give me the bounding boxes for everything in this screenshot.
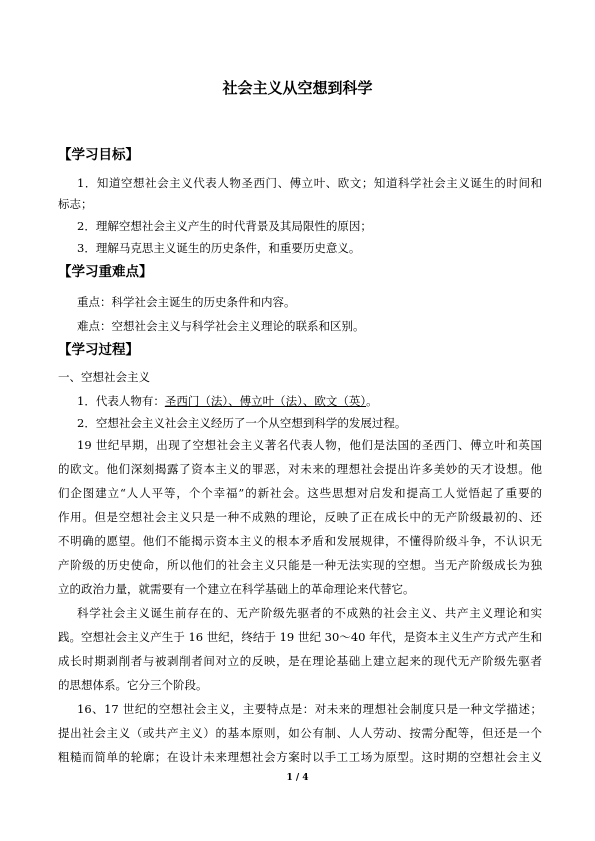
- representatives-prefix: 1．代表人物有：: [77, 394, 165, 408]
- document-title: 社会主义从空想到科学: [222, 79, 373, 97]
- item-2: 2．空想社会主义社会主义经历了一个从空想到科学的发展过程。: [77, 416, 407, 430]
- para1-line: 立的政治力量，就需要有一个建立在科学基础上的革命理论来代替它。: [58, 582, 415, 596]
- goal-item-1: 1．知道空想社会主义代表人物圣西门、傅立叶、欧文；知道科学社会主义诞生的时间和: [77, 176, 542, 190]
- para1-line: 19 世纪早期，出现了空想社会主义著名代表人物，他们是法国的圣西门、傅立叶和英国: [77, 438, 542, 452]
- para1-line: 不明确的愿望。他们不能揭示资本主义的根本矛盾和发展规律，不懂得阶级斗争，不认识无: [58, 534, 542, 548]
- goal-item-3: 3．理解马克思主义诞生的历史条件，和重要历史意义。: [77, 241, 361, 255]
- para1-line: 产阶级的历史使命，所以他们的社会主义只能是一种无法实现的空想。当无产阶级成长为独: [58, 558, 542, 572]
- key-point: 重点：科学社会主诞生的历史条件和内容。: [77, 295, 296, 309]
- para2-line: 科学社会主义诞生前存在的、无产阶级先驱者的不成熟的社会主义、共产主义理论和实: [77, 606, 542, 620]
- part1-title: 一、空想社会主义: [58, 370, 150, 384]
- para3-line: 粗糙而简单的轮廓；在设计未来理想社会方案时以手工工场为原型。这时期的空想社会主义: [58, 750, 542, 764]
- heading-key-points: 【学习重难点】: [58, 264, 153, 280]
- para1-line: 作用。但是空想社会主义只是一种不成熟的理论，反映了正在成长中的无产阶级最初的、还: [58, 510, 542, 524]
- heading-learning-goals: 【学习目标】: [58, 147, 139, 163]
- page-number: 1 / 4: [286, 773, 309, 783]
- para3-line: 提出社会主义（或共产主义）的基本原则，如公有制、人人劳动、按需分配等，但还是一个: [58, 726, 542, 740]
- difficult-point: 难点：空想社会主义与科学社会主义理论的联系和区别。: [77, 319, 365, 333]
- representatives-suffix: 。: [366, 394, 378, 408]
- goal-item-2: 2．理解空想社会主义产生的时代背景及其局限性的原因；: [77, 219, 372, 233]
- goal-item-1-cont: 标志；: [58, 197, 93, 211]
- heading-learning-process: 【学习过程】: [58, 342, 139, 358]
- representatives-line: [77, 393, 378, 409]
- para1-line: 的欧文。他们深刻揭露了资本主义的罪恶，对未来的理想社会提出许多美妙的天才设想。他: [58, 462, 542, 476]
- para1-line: 们企图建立“人人平等，个个幸福”的新社会。这些思想对启发和提高工人觉悟起了重要的: [58, 486, 542, 500]
- para3-line: 16、17 世纪的空想社会主义，主要特点是：对未来的理想社会制度只是一种文学描述；: [77, 702, 542, 716]
- representatives-names: 圣西门（法）、傅立叶（法）、欧文（英）: [164, 394, 367, 408]
- para2-line: 的思想体系。它分三个阶段。: [58, 678, 208, 692]
- para2-line: 践。空想社会主义产生于 16 世纪，终结于 19 世纪 30～40 年代，是资本主义生产方式产生和: [58, 630, 542, 644]
- para2-line: 成长时期剥削者与被剥削者间对立的反映，是在理论基础上建立起来的现代无产阶级先驱者: [58, 654, 542, 668]
